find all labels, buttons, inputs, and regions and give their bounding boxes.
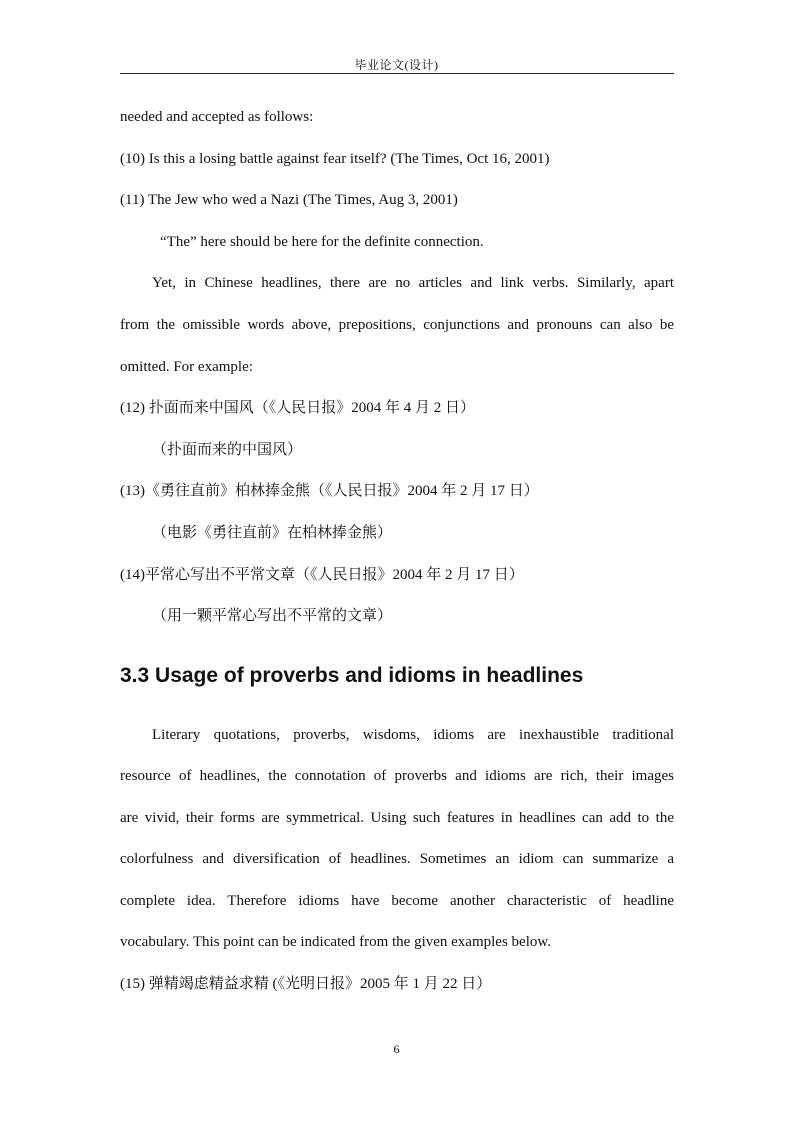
example-15: (15) 弹精竭虑精益求精 (《光明日报》2005 年 1 月 22 日） bbox=[120, 976, 492, 992]
paragraph-line: omitted. For example: bbox=[120, 359, 253, 375]
example-13-gloss: （电影《勇往直前》在柏林捧金熊） bbox=[152, 525, 393, 541]
header-divider bbox=[120, 73, 674, 74]
paragraph-line: are vivid, their forms are symmetrical. Using such features in headlines can add to the bbox=[120, 810, 674, 826]
example-14-gloss: （用一颗平常心写出不平常的文章） bbox=[152, 608, 393, 624]
paragraph-line: from the omissible words above, prepositions, conjunctions and pronouns can also be bbox=[120, 317, 674, 333]
example-12-gloss: （扑面而来的中国风） bbox=[152, 442, 303, 458]
page-number: 6 bbox=[393, 1042, 400, 1056]
example-12: (12) 扑面而来中国风（《人民日报》2004 年 4 月 2 日） bbox=[120, 400, 475, 416]
example-10: (10) Is this a losing battle against fear itself? (The Times, Oct 16, 2001) bbox=[120, 151, 550, 167]
paragraph-line: complete idea. Therefore idioms have become another characteristic of headline bbox=[120, 893, 674, 909]
section-heading: 3.3 Usage of proverbs and idioms in headlines bbox=[120, 664, 584, 687]
text-line: needed and accepted as follows: bbox=[120, 109, 314, 125]
paragraph-line: colorfulness and diversification of headlines. Sometimes an idiom can summarize a bbox=[120, 851, 674, 867]
paragraph-line: vocabulary. This point can be indicated from the given examples below. bbox=[120, 934, 551, 950]
paragraph-line: resource of headlines, the connotation of proverbs and idioms are rich, their images bbox=[120, 768, 674, 784]
paragraph-line: Yet, in Chinese headlines, there are no articles and link verbs. Similarly, apart bbox=[152, 275, 674, 291]
text-line: “The” here should be here for the definite connection. bbox=[160, 234, 484, 250]
example-14: (14)平常心写出不平常文章（《人民日报》2004 年 2 月 17 日） bbox=[120, 567, 524, 583]
paragraph-line: Literary quotations, proverbs, wisdoms, idioms are inexhaustible traditional bbox=[152, 727, 674, 743]
example-11: (11) The Jew who wed a Nazi (The Times, Aug 3, 2001) bbox=[120, 192, 458, 208]
header-title: 毕业论文(设计) bbox=[354, 58, 439, 72]
example-13: (13)《勇往直前》柏林捧金熊（《人民日报》2004 年 2 月 17 日） bbox=[120, 483, 539, 499]
